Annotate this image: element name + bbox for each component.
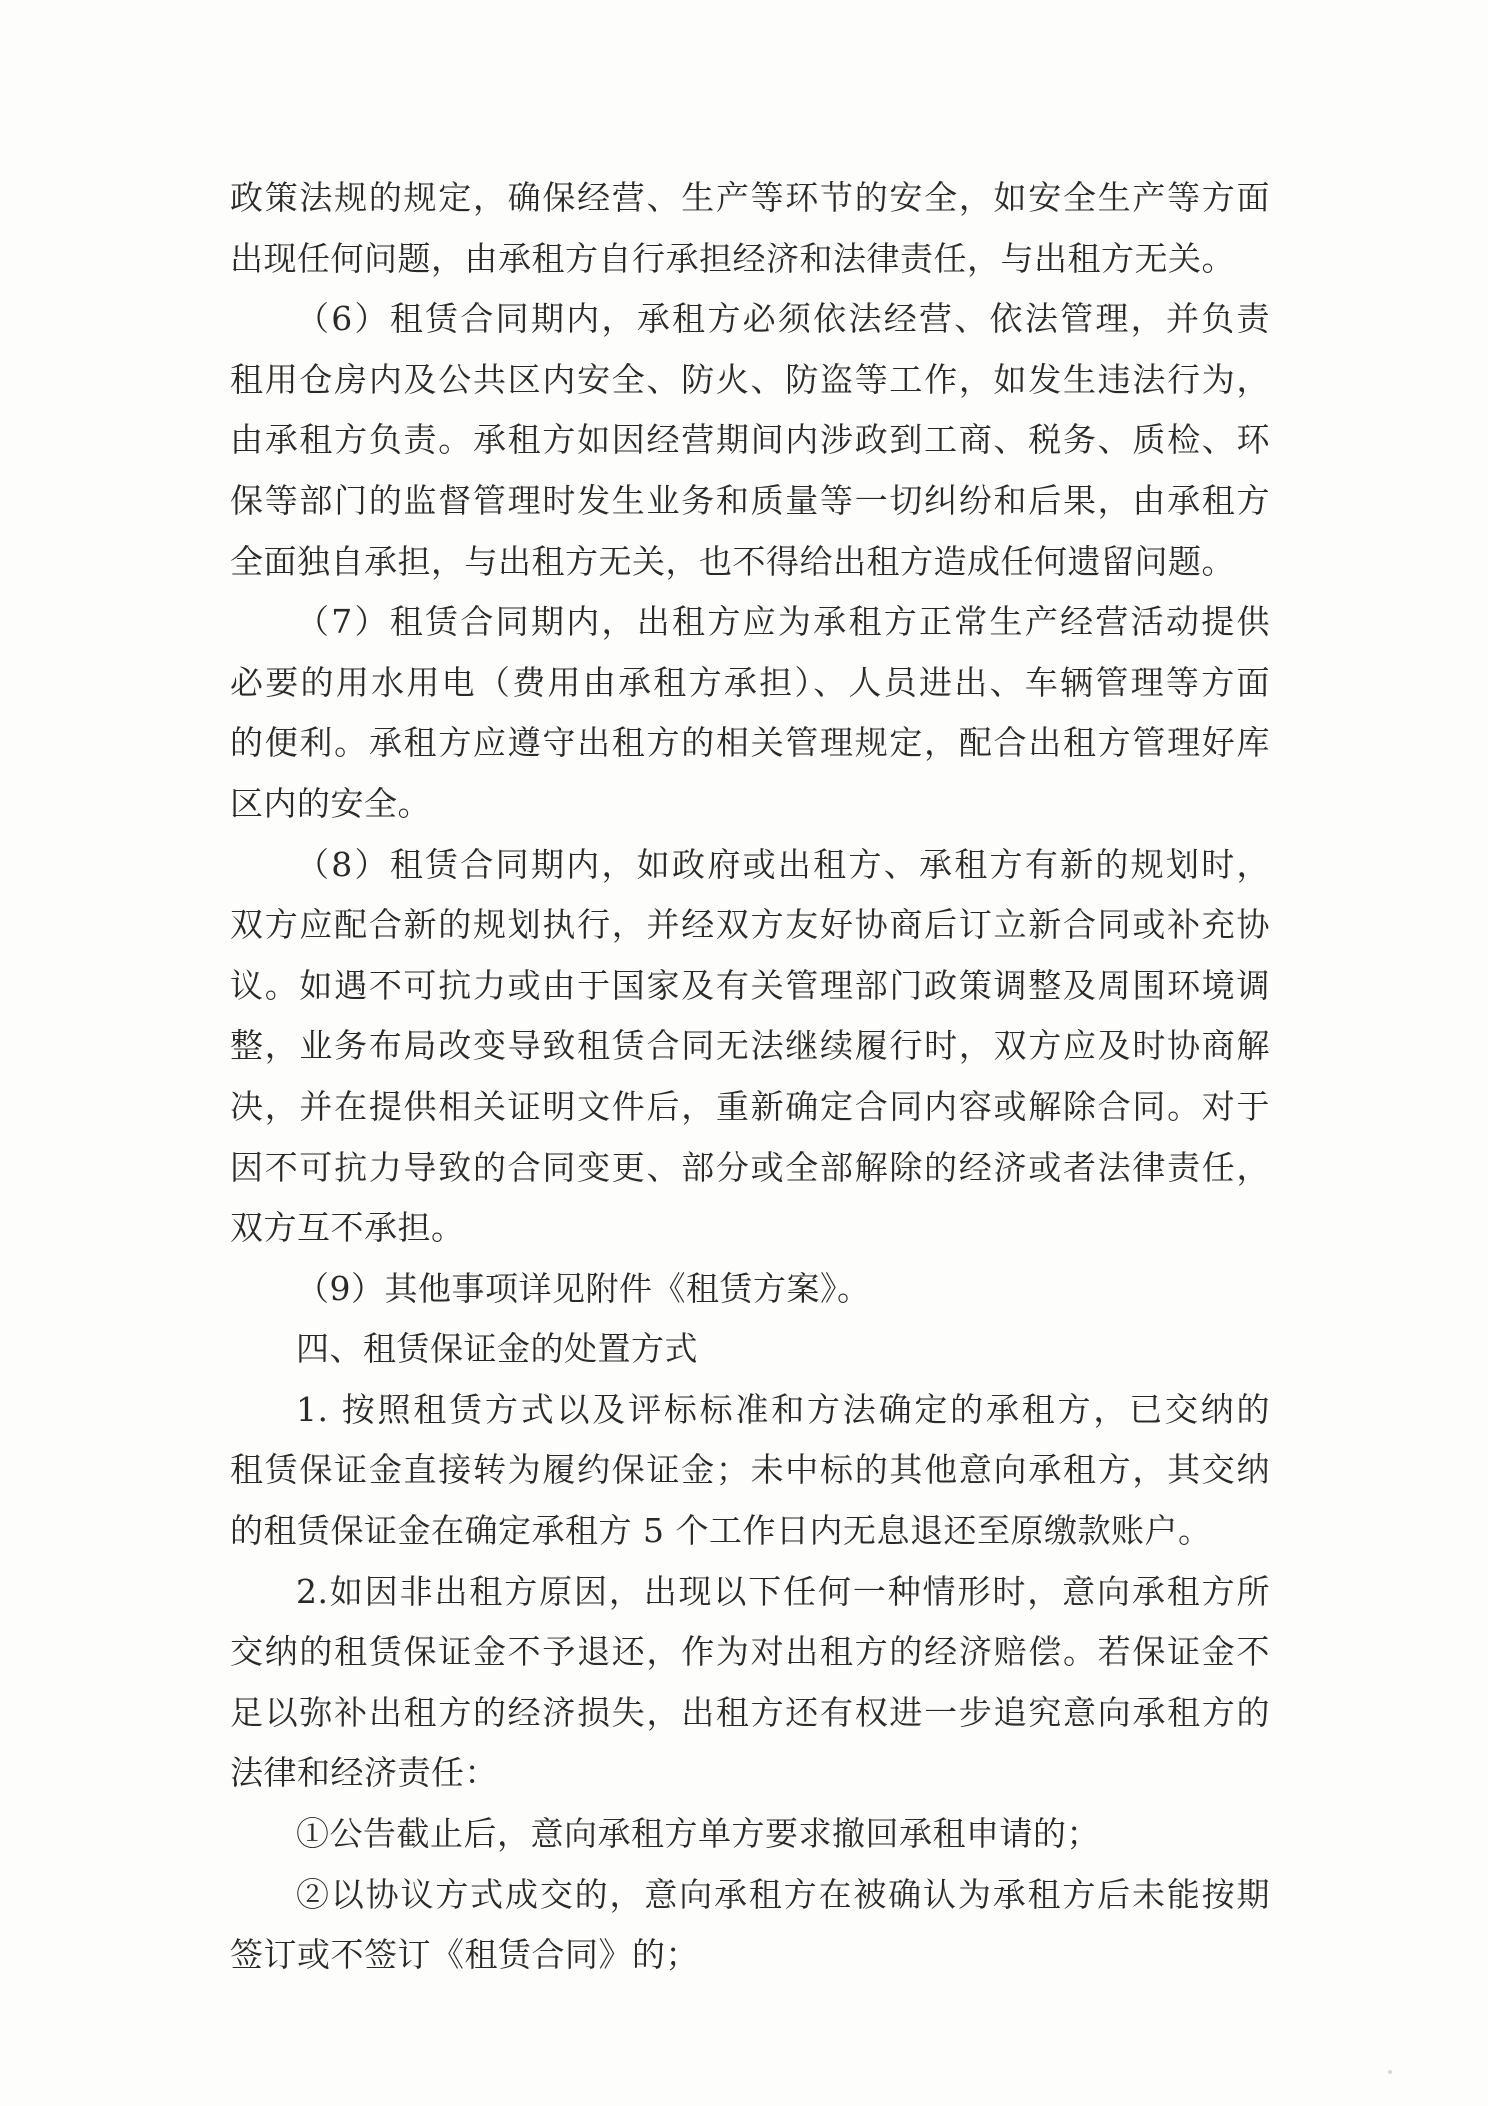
text-line: 出现任何问题，由承租方自行承担经济和法律责任，与出租方无关。 — [230, 238, 1235, 278]
text-line: 保等部门的监督管理时发生业务和质量等一切纠纷和后果，由承租方 — [230, 480, 1270, 520]
scan-speck — [1388, 2070, 1392, 2074]
text-line: 签订或不签订《租赁合同》的； — [230, 1935, 699, 1975]
text-line: 区内的安全。 — [230, 783, 431, 823]
text-line: 1. 按照租赁方式以及评标标准和方法确定的承租方，已交纳的 — [296, 1389, 1270, 1429]
text-line: （8）租赁合同期内，如政府或出租方、承租方有新的规划时， — [296, 844, 1270, 884]
text-line: 2.如因非出租方原因，出现以下任何一种情形时，意向承租方所 — [296, 1571, 1270, 1611]
text-line: 双方应配合新的规划执行，并经双方友好协商后订立新合同或补充协 — [230, 905, 1270, 945]
text-line: 全面独自承担，与出租方无关，也不得给出租方造成任何遗留问题。 — [230, 541, 1235, 581]
text-line: 政策法规的规定，确保经营、生产等环节的安全，如安全生产等方面 — [230, 178, 1270, 217]
text-line: ②以协议方式成交的，意向承租方在被确认为承租方后未能按期 — [296, 1874, 1270, 1914]
document-body — [230, 168, 1270, 1986]
text-line: 由承租方负责。承租方如因经营期间内涉政到工商、税务、质检、环 — [230, 420, 1270, 460]
text-line: 议。如遇不可抗力或由于国家及有关管理部门政策调整及周围环境调 — [230, 965, 1270, 1005]
text-line: （6）租赁合同期内，承租方必须依法经营、依法管理，并负责 — [296, 299, 1270, 339]
text-line: 足以弥补出租方的经济损失，出租方还有权进一步追究意向承租方的 — [230, 1692, 1270, 1732]
text-line: （7）租赁合同期内，出租方应为承租方正常生产经营活动提供 — [296, 602, 1270, 642]
text-line: 交纳的租赁保证金不予退还，作为对出租方的经济赔偿。若保证金不 — [230, 1632, 1270, 1672]
text-line: （9）其他事项详见附件《租赁方案》。 — [296, 1268, 871, 1308]
text-line: 的租赁保证金在确定承租方 5 个工作日内无息退还至原缴款账户。 — [230, 1511, 1212, 1551]
text-line: 决，并在提供相关证明文件后，重新确定合同内容或解除合同。对于 — [230, 1086, 1270, 1126]
text-line: 租赁保证金直接转为履约保证金；未中标的其他意向承租方，其交纳 — [230, 1450, 1270, 1490]
text-line: 必要的用水用电（费用由承租方承担）、人员进出、车辆管理等方面 — [230, 662, 1270, 702]
text-line: ①公告截止后，意向承租方单方要求撤回承租申请的； — [296, 1814, 1100, 1854]
text-line: 法律和经济责任： — [230, 1753, 498, 1793]
section-heading: 四、租赁保证金的处置方式 — [296, 1329, 698, 1369]
text-line: 租用仓房内及公共区内安全、防火、防盗等工作，如发生违法行为， — [230, 359, 1270, 399]
text-line: 因不可抗力导致的合同变更、部分或全部解除的经济或者法律责任， — [230, 1147, 1270, 1187]
text-line: 整，业务布局改变导致租赁合同无法继续履行时，双方应及时协商解 — [230, 1026, 1270, 1066]
text-line: 的便利。承租方应遵守出租方的相关管理规定，配合出租方管理好库 — [230, 723, 1270, 763]
text-line: 双方互不承担。 — [230, 1208, 465, 1248]
